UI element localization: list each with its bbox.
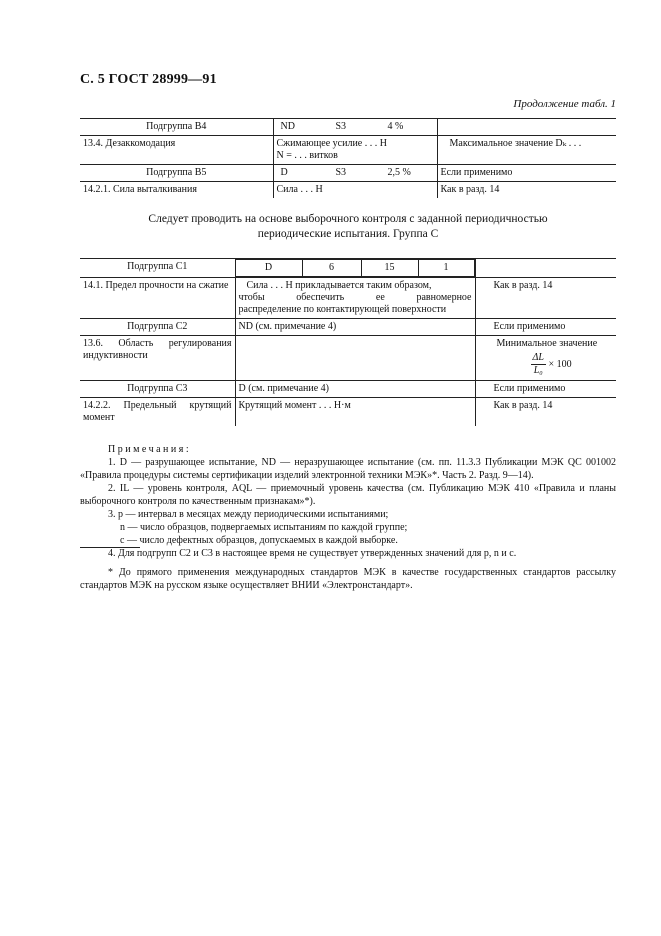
formula-numerator: ΔL — [532, 352, 544, 363]
subgroup-name: Подгруппа С3 — [80, 381, 235, 398]
condition-line: распределение по контактирующей поверхности — [238, 304, 447, 315]
sampling-plan — [236, 259, 475, 277]
note-item: c — число дефектных образцов, допускаемых в каждой выборке. — [120, 535, 398, 546]
inspection-type: ND — [280, 121, 295, 132]
inspection-type: D — [280, 167, 288, 178]
subgroup-requirement — [437, 119, 616, 136]
section-title-line: периодические испытания. Группа С — [257, 228, 439, 240]
subgroup-params — [273, 165, 437, 182]
table-group-b — [80, 118, 616, 198]
table-row-13-4 — [80, 136, 616, 165]
condition-line: N = . . . витков — [276, 150, 338, 161]
table-group-c — [80, 258, 616, 426]
clause-cell: 14.2.2. Предельный крутящий момент — [80, 398, 235, 427]
subgroup-params: D (см. примечание 4) — [235, 381, 475, 398]
inspection-level: S3 — [335, 121, 347, 132]
subgroup-name: Подгруппа С1 — [80, 259, 235, 278]
subgroup-requirement: Если применимо — [475, 381, 616, 398]
note-item: 4. Для подгрупп С2 и С3 в настоящее время не существует утвержденных значений для p, n и c. — [108, 548, 517, 559]
formula-fraction — [531, 352, 546, 377]
subgroup-requirement: Если применимо — [437, 165, 616, 182]
requirement-cell — [475, 336, 616, 381]
clause-cell: 14.2.1. Сила выталкивания — [80, 182, 273, 199]
condition-cell: Крутящий момент . . . Н·м — [235, 398, 475, 427]
clause-cell: 13.4. Дезаккомодация — [80, 136, 273, 165]
table-row-subgroup-b4 — [80, 119, 616, 136]
note-item: 1. D — разрушающее испытание, ND — неразрушающее испытание (см. пп. 11.3.3 Публикации МЭК QC 001002 «Правила процедуры системы сертификации изделий электронной техники МЭК»*. Часть 2. Разд. 9—14). — [80, 457, 616, 481]
requirement-text: Минимальное значение — [496, 338, 598, 349]
condition-cell: Сила . . . Н — [273, 182, 437, 199]
subgroup-requirement: Если применимо — [475, 319, 616, 336]
subgroup-params: ND (см. примечание 4) — [235, 319, 475, 336]
formula-denominator: L₀ — [533, 365, 543, 376]
notes-heading: Примечания: — [108, 444, 192, 455]
footnote-divider — [80, 547, 140, 548]
subgroup-params — [273, 119, 437, 136]
requirement-cell: Как в разд. 14 — [440, 184, 500, 195]
table-continuation-label: Продолжение табл. 1 — [513, 98, 616, 110]
section-title — [80, 212, 616, 242]
condition-cell — [235, 336, 475, 381]
requirement-cell: Максимальное значение Dₖ . . . — [449, 138, 582, 149]
notes-section — [80, 443, 616, 560]
subgroup-name: Подгруппа В4 — [80, 119, 273, 136]
subgroup-name: Подгруппа С2 — [80, 319, 235, 336]
defects-c: 1 — [418, 260, 474, 277]
table-row-subgroup-c2 — [80, 319, 616, 336]
note-item: 3. p — интервал в месяцах между периодическими испытаниями; — [108, 509, 389, 520]
sample-size-n: 15 — [361, 260, 418, 277]
subgroup-name: Подгруппа В5 — [80, 165, 273, 182]
section-title-line: Следует проводить на основе выборочного контроля с заданной периодичностью — [148, 213, 548, 225]
table-row-subgroup-c3 — [80, 381, 616, 398]
condition-line: чтобы обеспечить ее равномерное — [238, 292, 472, 303]
inductance-formula — [479, 352, 614, 377]
table-row-14-2-1 — [80, 182, 616, 199]
formula-multiplier: × 100 — [548, 358, 572, 370]
aql-value: 4 % — [387, 121, 404, 132]
requirement-cell: Как в разд. 14 — [493, 280, 553, 291]
table-row-14-2-2 — [80, 398, 616, 427]
period-p: 6 — [302, 260, 361, 277]
condition-line: Сжимающее усилие . . . Н — [276, 138, 387, 149]
clause-cell: 13.6. Область регулирования индуктивности — [80, 336, 235, 381]
page-header: С. 5 ГОСТ 28999—91 — [80, 72, 217, 87]
condition-cell — [273, 136, 437, 165]
subgroup-requirement — [475, 259, 616, 278]
requirement-cell: Как в разд. 14 — [493, 400, 553, 411]
subgroup-params — [235, 259, 475, 278]
inspection-level: S3 — [335, 167, 347, 178]
table-row-subgroup-b5 — [80, 165, 616, 182]
table-row-13-6 — [80, 336, 616, 381]
footnote: * До прямого применения международных стандартов МЭК в качестве государственных стандартов рассылку стандартов МЭК на русском языке осуществляет ВНИИ «Электронстандарт». — [80, 567, 616, 591]
note-item: 2. IL — уровень контроля, AQL — приемочный уровень качества (см. Публикацию МЭК 410 «Правила и планы выборочного контроля по качественным признакам»*). — [80, 483, 616, 507]
aql-value: 2,5 % — [387, 167, 411, 178]
table-row-14-1 — [80, 278, 616, 319]
table-row-subgroup-c1 — [80, 259, 616, 278]
condition-line: Сила . . . Н прикладывается таким образом, — [246, 280, 432, 291]
clause-cell: 14.1. Предел прочности на сжатие — [80, 278, 235, 319]
inspection-type: D — [236, 260, 303, 277]
condition-cell — [235, 278, 475, 319]
note-item: n — число образцов, подвергаемых испытаниям по каждой группе; — [120, 522, 408, 533]
